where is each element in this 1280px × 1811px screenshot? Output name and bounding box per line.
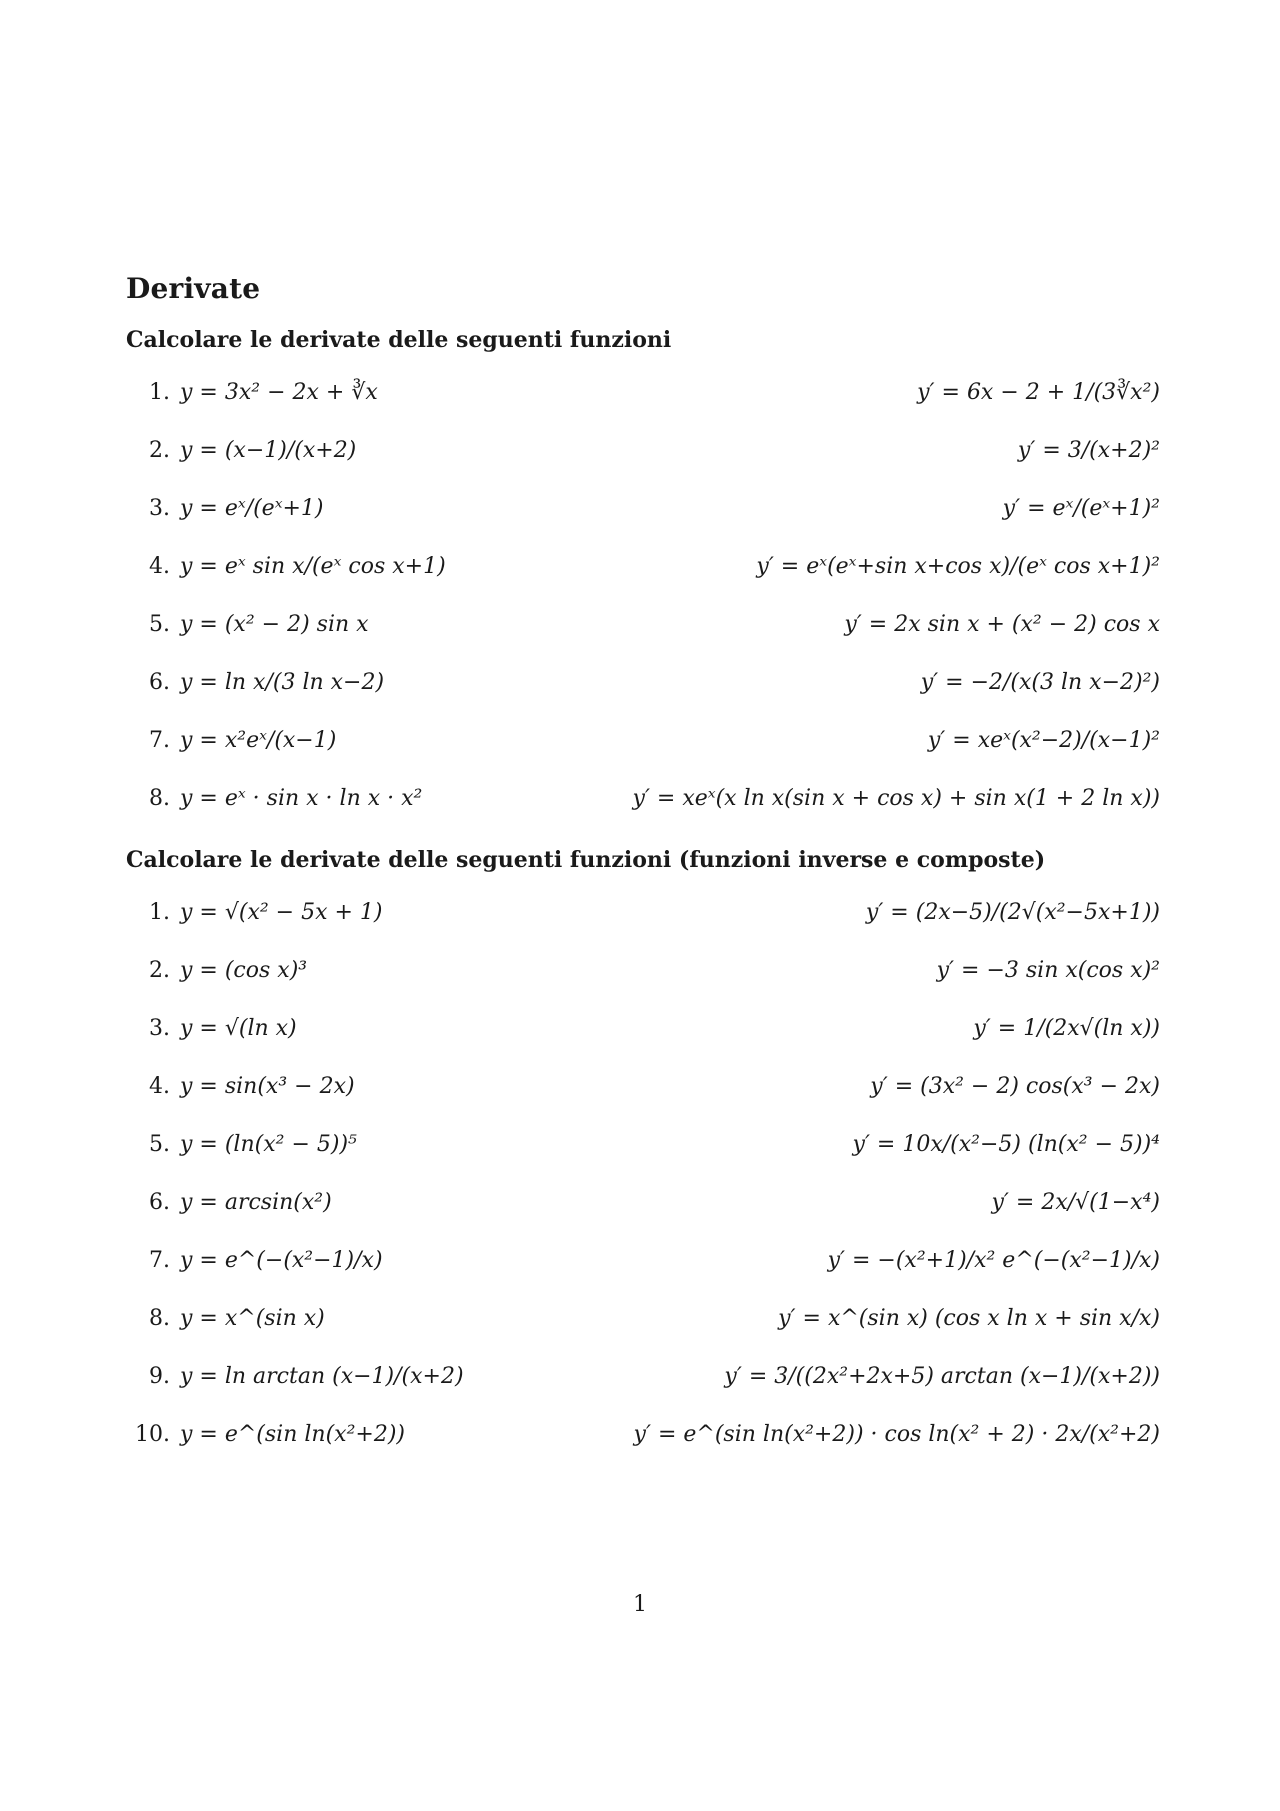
- exercise-row: [126, 537, 1160, 595]
- item-number: 7.: [149, 727, 170, 753]
- document-title: Derivate: [126, 272, 261, 305]
- item-number: 7.: [149, 1247, 170, 1273]
- exercise-row: [126, 769, 1160, 827]
- exercise-row: [126, 999, 1160, 1057]
- exercise-row: [126, 711, 1160, 769]
- exercise-section-1: [126, 327, 1160, 827]
- function-expression: y = x^(sin x): [180, 1305, 325, 1331]
- derivative-expression: y′ = −(x²+1)/x² e^(−(x²−1)/x): [827, 1247, 1160, 1273]
- item-number: 1.: [149, 379, 170, 405]
- exercise-row: [126, 883, 1160, 941]
- function-expression: y = √(ln x): [180, 1015, 297, 1041]
- function-expression: y = eˣ sin x/(eˣ cos x+1): [180, 553, 446, 579]
- derivative-expression: y′ = (2x−5)/(2√(x²−5x+1)): [865, 899, 1160, 925]
- exercise-row: [126, 1057, 1160, 1115]
- function-expression: y = (x² − 2) sin x: [180, 611, 369, 637]
- document-page: [126, 272, 1160, 1463]
- exercise-row: [126, 421, 1160, 479]
- item-number: 6.: [149, 1189, 170, 1215]
- exercise-row: [126, 1347, 1160, 1405]
- derivative-expression: y′ = xeˣ(x ln x(sin x + cos x) + sin x(1 + 2 ln x)): [632, 785, 1160, 811]
- derivative-expression: y′ = 3/(x+2)²: [1017, 437, 1160, 463]
- exercise-row: [126, 1115, 1160, 1173]
- exercise-row: [126, 1173, 1160, 1231]
- function-expression: y = eˣ · sin x · ln x · x²: [180, 785, 423, 811]
- exercise-list: [126, 363, 1160, 827]
- exercise-row: [126, 363, 1160, 421]
- derivative-expression: y′ = 6x − 2 + 1/(3∛x²): [917, 379, 1160, 405]
- derivative-expression: y′ = −3 sin x(cos x)²: [936, 957, 1160, 983]
- function-expression: y = e^(sin ln(x²+2)): [180, 1421, 405, 1447]
- item-number: 5.: [149, 1131, 170, 1157]
- item-number: 3.: [149, 495, 170, 521]
- function-expression: y = ln x/(3 ln x−2): [180, 669, 385, 695]
- item-number: 2.: [149, 437, 170, 463]
- exercise-row: [126, 479, 1160, 537]
- function-expression: y = sin(x³ − 2x): [180, 1073, 355, 1099]
- exercise-row: [126, 595, 1160, 653]
- function-expression: y = ln arctan (x−1)/(x+2): [180, 1363, 464, 1389]
- function-expression: y = (cos x)³: [180, 957, 308, 983]
- section-heading: Calcolare le derivate delle seguenti funzioni: [126, 327, 672, 353]
- item-number: 2.: [149, 957, 170, 983]
- item-number: 8.: [149, 1305, 170, 1331]
- function-expression: y = x²eˣ/(x−1): [180, 727, 337, 753]
- derivative-expression: y′ = eˣ/(eˣ+1)²: [1002, 495, 1160, 521]
- derivative-expression: y′ = 2x/√(1−x⁴): [991, 1189, 1160, 1215]
- exercise-row: [126, 653, 1160, 711]
- exercise-row: [126, 1231, 1160, 1289]
- page-number: 1: [633, 1592, 647, 1617]
- item-number: 8.: [149, 785, 170, 811]
- derivative-expression: y′ = 3/((2x²+2x+5) arctan (x−1)/(x+2)): [724, 1363, 1160, 1389]
- exercise-row: [126, 941, 1160, 999]
- derivative-expression: y′ = x^(sin x) (cos x ln x + sin x/x): [778, 1305, 1160, 1331]
- item-number: 3.: [149, 1015, 170, 1041]
- derivative-expression: y′ = −2/(x(3 ln x−2)²): [920, 669, 1160, 695]
- item-number: 4.: [149, 1073, 170, 1099]
- item-number: 5.: [149, 611, 170, 637]
- function-expression: y = √(x² − 5x + 1): [180, 899, 383, 925]
- section-heading: Calcolare le derivate delle seguenti funzioni (funzioni inverse e composte): [126, 847, 1046, 873]
- function-expression: y = eˣ/(eˣ+1): [180, 495, 324, 521]
- exercise-row: [126, 1289, 1160, 1347]
- item-number: 6.: [149, 669, 170, 695]
- derivative-expression: y′ = e^(sin ln(x²+2)) · cos ln(x² + 2) · 2x/(x²+2): [633, 1421, 1160, 1447]
- derivative-expression: y′ = (3x² − 2) cos(x³ − 2x): [870, 1073, 1160, 1099]
- item-number: 1.: [149, 899, 170, 925]
- item-number: 4.: [149, 553, 170, 579]
- function-expression: y = e^(−(x²−1)/x): [180, 1247, 383, 1273]
- function-expression: y = (ln(x² − 5))⁵: [180, 1131, 357, 1157]
- item-number: 10.: [135, 1421, 170, 1447]
- derivative-expression: y′ = xeˣ(x²−2)/(x−1)²: [927, 727, 1160, 753]
- function-expression: y = arcsin(x²): [180, 1189, 332, 1215]
- exercise-list: [126, 883, 1160, 1463]
- derivative-expression: y′ = 1/(2x√(ln x)): [973, 1015, 1160, 1041]
- derivative-expression: y′ = eˣ(eˣ+sin x+cos x)/(eˣ cos x+1)²: [756, 553, 1160, 579]
- derivative-expression: y′ = 2x sin x + (x² − 2) cos x: [844, 611, 1160, 637]
- exercise-row: [126, 1405, 1160, 1463]
- item-number: 9.: [149, 1363, 170, 1389]
- exercise-section-2: [126, 847, 1160, 1463]
- function-expression: y = 3x² − 2x + ∛x: [180, 379, 378, 405]
- derivative-expression: y′ = 10x/(x²−5) (ln(x² − 5))⁴: [852, 1131, 1160, 1157]
- function-expression: y = (x−1)/(x+2): [180, 437, 357, 463]
